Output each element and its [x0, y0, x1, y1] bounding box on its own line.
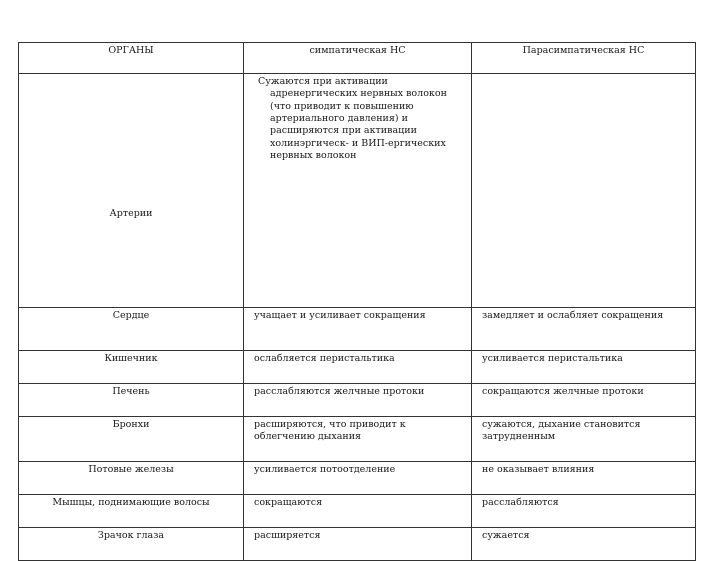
sympathetic-cell: учащает и усиливает сокращения	[244, 308, 472, 351]
table-header-row	[19, 43, 696, 74]
parasympathetic-cell: сокращаются желчные протоки	[472, 384, 696, 417]
header-parasympathetic: Парасимпатическая НС	[472, 43, 696, 74]
organ-cell: Печень	[19, 384, 244, 417]
table-row-arteries	[19, 74, 696, 308]
parasympathetic-cell: сужаются, дыхание становится затрудненным	[472, 417, 696, 462]
table-row-heart	[19, 308, 696, 351]
organ-cell: Мышцы, поднимающие волосы	[19, 495, 244, 528]
parasympathetic-cell: не оказывает влияния	[472, 462, 696, 495]
sympathetic-cell: усиливается потоотделение	[244, 462, 472, 495]
sympathetic-cell: расширяются, что приводит к облегчению дыхания	[244, 417, 472, 462]
header-organs: ОРГАНЫ	[19, 43, 244, 74]
parasympathetic-cell: расслабляются	[472, 495, 696, 528]
parasympathetic-cell: усиливается перистальтика	[472, 351, 696, 384]
table-row-sweat-glands	[19, 462, 696, 495]
parasympathetic-cell: замедляет и ослабляет сокращения	[472, 308, 696, 351]
table-row-hair-muscles	[19, 495, 696, 528]
parasympathetic-cell	[472, 74, 696, 308]
organ-cell: Сердце	[19, 308, 244, 351]
organ-cell: Бронхи	[19, 417, 244, 462]
header-sympathetic: симпатическая НС	[244, 43, 472, 74]
sympathetic-cell: ослабляется перистальтика	[244, 351, 472, 384]
table-row-intestine	[19, 351, 696, 384]
organ-cell: Зрачок глаза	[19, 528, 244, 561]
organ-cell: Кишечник	[19, 351, 244, 384]
table-row-pupil	[19, 528, 696, 561]
sympathetic-cell: расширяется	[244, 528, 472, 561]
sympathetic-cell: расслабляются желчные протоки	[244, 384, 472, 417]
parasympathetic-cell: сужается	[472, 528, 696, 561]
sympathetic-cell: Сужаются при активации адренергических нервных волокон (что приводит к повышению артериального давления) и расширяются при активации холинэргическ- и ВИП-ергических нервных волокон	[244, 74, 472, 308]
organ-effects-table	[18, 42, 696, 561]
table-row-bronchi	[19, 417, 696, 462]
sympathetic-cell: сокращаются	[244, 495, 472, 528]
organ-cell: Потовые железы	[19, 462, 244, 495]
table-row-liver	[19, 384, 696, 417]
organ-cell: Артерии	[19, 74, 244, 308]
